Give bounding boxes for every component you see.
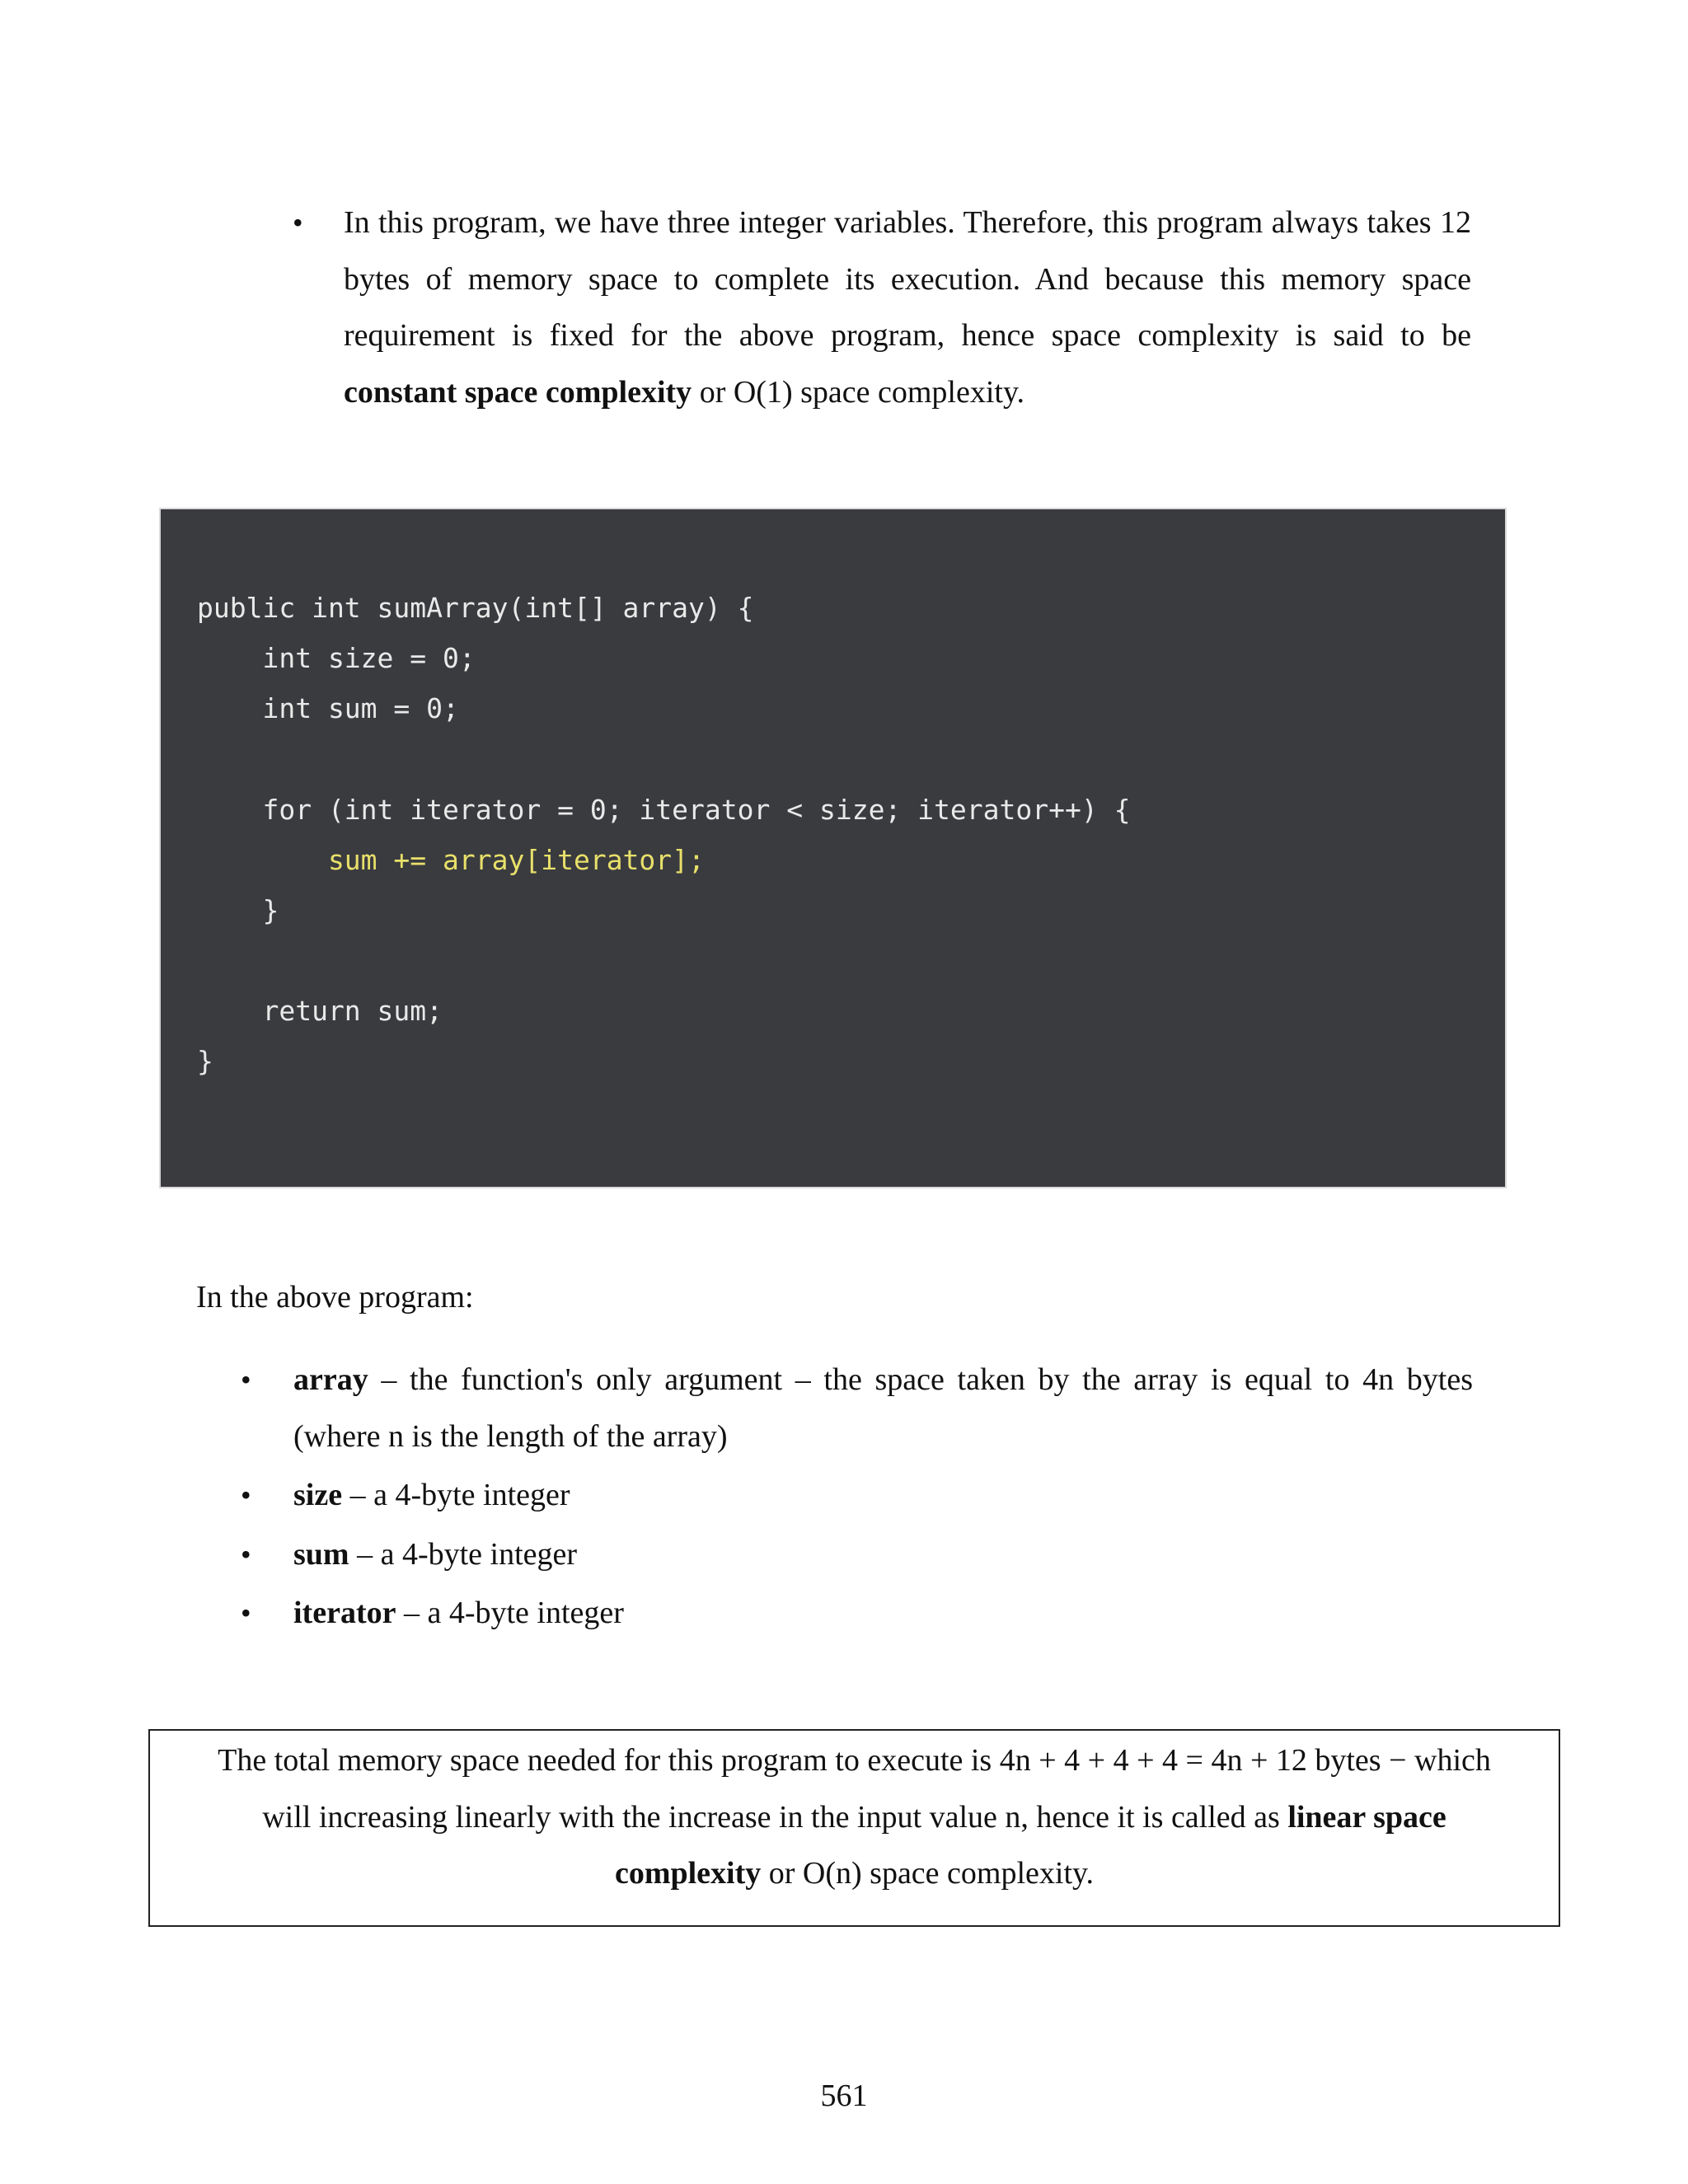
summary-text-1: The total memory space needed for this program to execute is 4n + 4 + 4 + 4 = 4n + 12 bytes − which will increasing linearly with the increase in the input value n, hence it is called as: [218, 1743, 1491, 1835]
top-bullet-text-2: or O(1) space complexity.: [692, 374, 1025, 410]
code-line-3: int sum = 0;: [197, 692, 459, 724]
variable-name: size: [293, 1478, 343, 1512]
top-bullet-bold: constant space complexity: [344, 374, 692, 410]
list-item-text: [293, 1585, 1473, 1642]
list-item-text: [293, 1467, 1473, 1524]
bullet-icon: •: [241, 1479, 251, 1511]
summary-bold: linear space complexity: [614, 1799, 1447, 1891]
variable-desc: – a 4-byte integer: [396, 1596, 624, 1630]
variable-name: iterator: [293, 1596, 396, 1630]
intro-text: In the above program:: [196, 1280, 474, 1315]
bullet-icon: •: [241, 1596, 251, 1629]
code-block: [159, 508, 1507, 1188]
variable-desc: – the function's only argument – the space taken by the array is equal to 4n bytes (where n is the length of the array): [293, 1362, 1473, 1454]
top-bullet-paragraph: [344, 194, 1471, 420]
code-line-6: sum += array[iterator];: [197, 844, 705, 876]
page-number: 561: [820, 2079, 868, 2113]
code-line-2: int size = 0;: [197, 642, 476, 674]
summary-box: [148, 1729, 1560, 1927]
variable-name: array: [293, 1362, 368, 1397]
bullet-icon: •: [241, 1363, 251, 1396]
variable-name: sum: [293, 1536, 349, 1572]
summary-text: [191, 1732, 1517, 1902]
summary-text-2: or O(n) space complexity.: [761, 1856, 1095, 1891]
code-line-5: for (int iterator = 0; iterator < size; iterator++) {: [197, 794, 1131, 826]
bullet-icon: •: [241, 1537, 251, 1571]
code-line-1: public int sumArray(int[] array) {: [197, 592, 754, 624]
list-item: [241, 1526, 1473, 1583]
code-line-9: return sum;: [197, 995, 443, 1027]
list-item: [241, 1585, 1473, 1642]
list-item-text: [293, 1526, 1473, 1583]
list-item: [241, 1467, 1473, 1524]
code-line-10: }: [197, 1045, 213, 1077]
variable-list: [241, 1352, 1473, 1642]
code-line-7: }: [197, 894, 279, 926]
bullet-icon: •: [293, 206, 303, 239]
variable-desc: – a 4-byte integer: [342, 1478, 570, 1512]
list-item: [241, 1352, 1473, 1465]
variable-desc: – a 4-byte integer: [349, 1536, 578, 1572]
top-bullet-text-1: In this program, we have three integer variables. Therefore, this program always takes 12 bytes of memory space to complete its execution. And because this memory space requirement is fixed for the above program, hence space complexity is said to be: [344, 205, 1471, 353]
list-item-text: [293, 1352, 1473, 1465]
